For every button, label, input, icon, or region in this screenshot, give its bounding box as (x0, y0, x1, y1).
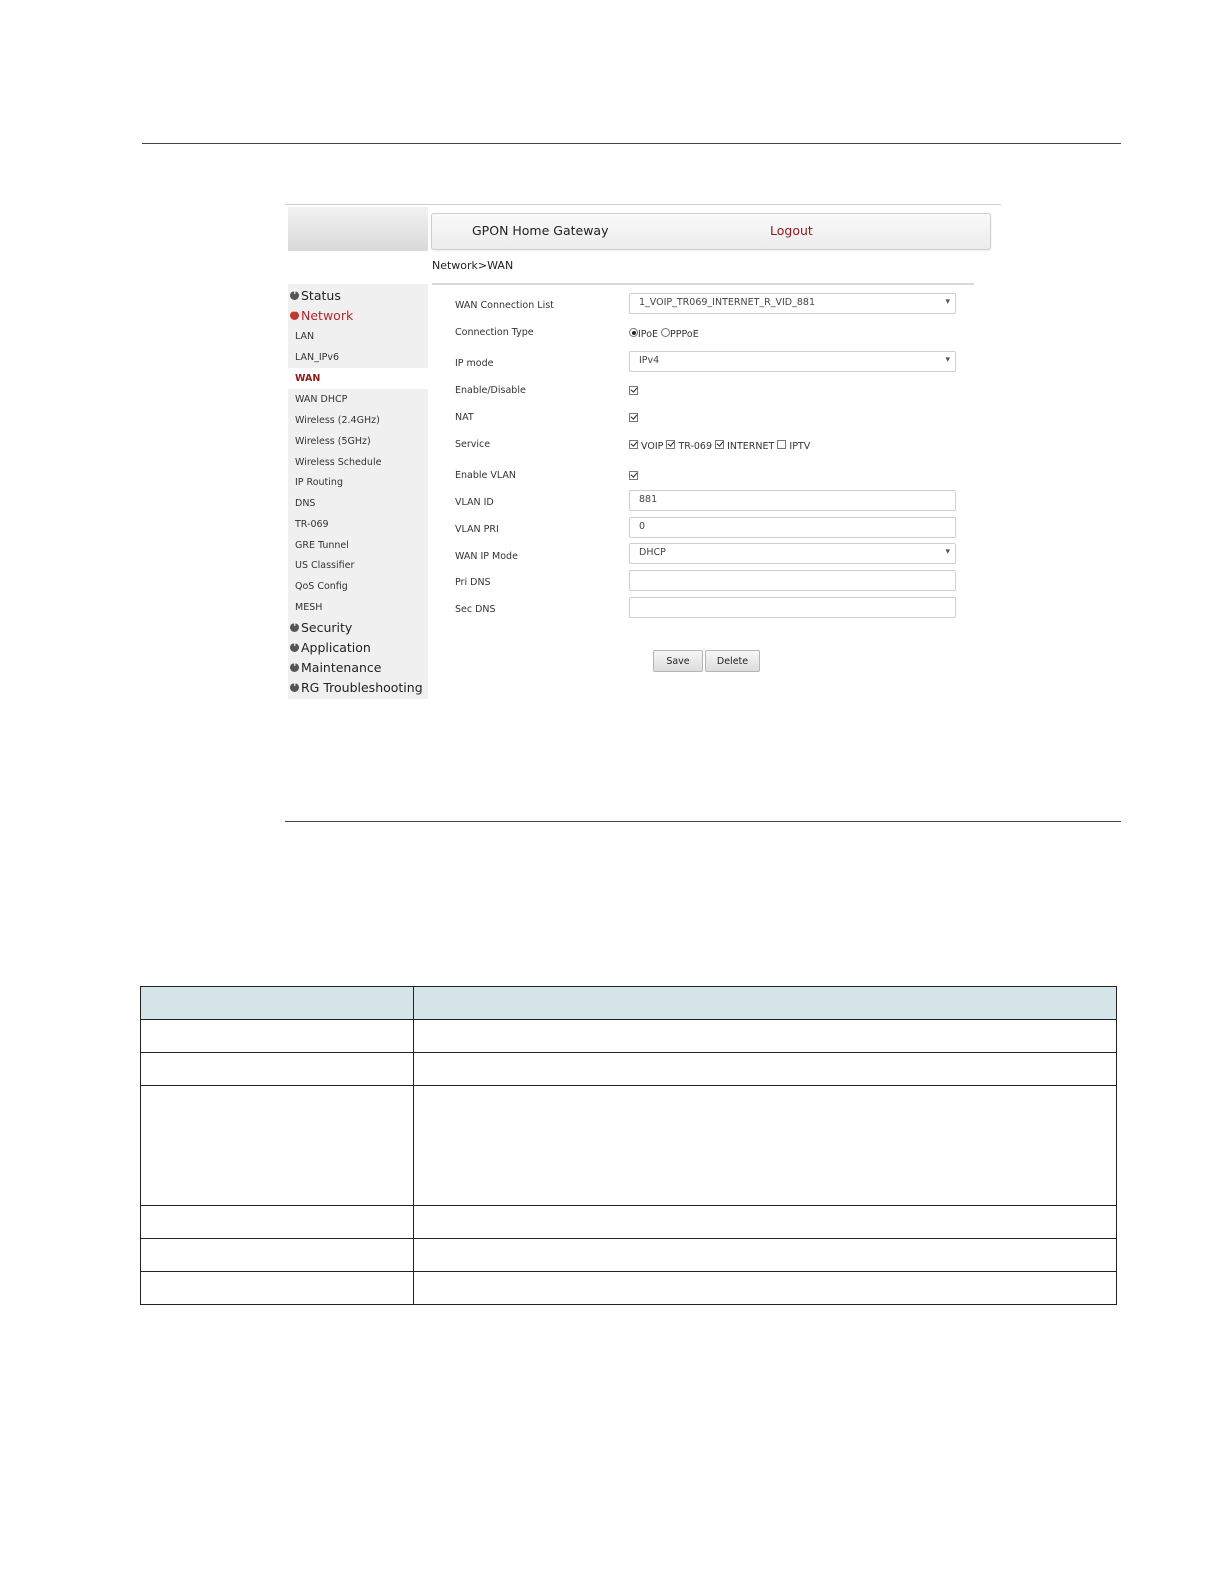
enable-vlan-wrap (629, 471, 638, 483)
screenshot-top-border (285, 204, 1001, 205)
enable-disable-wrap (629, 386, 638, 398)
table-header-row (141, 987, 1117, 1020)
table-row (141, 1272, 1117, 1305)
tr069-checkbox[interactable] (666, 440, 675, 449)
nat-checkbox[interactable] (629, 413, 638, 422)
table-row (141, 1239, 1117, 1272)
sidebar-item-wireless-24[interactable]: Wireless (2.4GHz) (295, 415, 380, 426)
nat-wrap (629, 413, 638, 425)
connection-type-group (629, 328, 699, 340)
voip-label: VOIP (641, 441, 664, 452)
description-table (140, 986, 1117, 1305)
vlan-pri-value: 0 (639, 521, 646, 532)
iptv-label: IPTV (789, 441, 811, 452)
table-cell (141, 1053, 414, 1086)
enable-vlan-label: Enable VLAN (455, 470, 516, 481)
nat-label: NAT (455, 412, 474, 423)
vlan-id-value: 881 (639, 494, 658, 505)
menu-group-rg-troubleshooting-label: RG Troubleshooting (301, 680, 423, 695)
delete-button[interactable]: Delete (705, 650, 760, 672)
top-rule (142, 143, 1121, 144)
sec-dns-input[interactable] (629, 597, 956, 618)
vlan-pri-input[interactable] (629, 517, 956, 538)
enable-vlan-checkbox[interactable] (629, 471, 638, 480)
table-cell (414, 1020, 1117, 1053)
table-cell (141, 1239, 414, 1272)
table-header-cell (414, 987, 1117, 1020)
expand-icon (290, 623, 299, 632)
service-group (629, 440, 810, 452)
save-button[interactable]: Save (653, 650, 703, 672)
sidebar-item-wireless-schedule[interactable]: Wireless Schedule (295, 457, 382, 468)
expand-icon (290, 683, 299, 692)
wan-connection-list-label: WAN Connection List (455, 300, 554, 311)
tr069-label: TR-069 (678, 441, 713, 452)
bottom-rule (285, 821, 1121, 822)
ip-mode-value: IPv4 (639, 355, 660, 366)
pppoe-radio[interactable] (661, 328, 670, 337)
table-cell (414, 1086, 1117, 1206)
sidebar-item-lan-ipv6[interactable]: LAN_IPv6 (295, 352, 340, 363)
logout-link[interactable]: Logout (770, 223, 813, 238)
table-cell (141, 1020, 414, 1053)
menu-group-status[interactable] (290, 288, 341, 303)
menu-group-network-label: Network (301, 308, 354, 323)
pri-dns-input[interactable] (629, 570, 956, 591)
collapse-icon (290, 311, 299, 320)
pri-dns-label: Pri DNS (455, 577, 491, 588)
voip-checkbox[interactable] (629, 440, 638, 449)
internet-label: INTERNET (727, 441, 775, 452)
wan-ip-mode-label: WAN IP Mode (455, 551, 518, 562)
sidebar-item-tr069[interactable]: TR-069 (295, 519, 329, 530)
menu-group-security-label: Security (301, 620, 353, 635)
table-cell (414, 1272, 1117, 1305)
menu-group-security[interactable] (290, 620, 352, 635)
table-header-cell (141, 987, 414, 1020)
menu-group-application-label: Application (301, 640, 371, 655)
vlan-id-label: VLAN ID (455, 497, 494, 508)
connection-type-label: Connection Type (455, 327, 534, 338)
table-cell (414, 1239, 1117, 1272)
sidebar-item-dns[interactable]: DNS (295, 498, 316, 509)
ip-mode-label: IP mode (455, 358, 494, 369)
table-cell (141, 1206, 414, 1239)
sec-dns-label: Sec DNS (455, 604, 496, 615)
vlan-pri-label: VLAN PRI (455, 524, 499, 535)
wan-connection-list-select[interactable] (629, 293, 956, 314)
router-screenshot (285, 204, 1001, 699)
internet-checkbox[interactable] (715, 440, 724, 449)
breadcrumb-divider (432, 283, 974, 285)
sidebar-item-lan[interactable]: LAN (295, 331, 315, 342)
sidebar (288, 284, 428, 699)
menu-group-maintenance-label: Maintenance (301, 660, 382, 675)
gateway-title: GPON Home Gateway (472, 223, 609, 238)
enable-disable-label: Enable/Disable (455, 385, 526, 396)
ip-mode-select[interactable] (629, 351, 956, 372)
ipoe-label: IPoE (638, 329, 659, 340)
sidebar-item-wan[interactable]: WAN (295, 373, 321, 384)
breadcrumb: Network>WAN (432, 259, 514, 272)
enable-disable-checkbox[interactable] (629, 386, 638, 395)
sidebar-item-wireless-5[interactable]: Wireless (5GHz) (295, 436, 371, 447)
table-cell (414, 1053, 1117, 1086)
menu-group-rg-troubleshooting[interactable] (290, 680, 423, 695)
table-row (141, 1020, 1117, 1053)
sidebar-item-us-classifier[interactable]: US Classifier (295, 560, 355, 571)
sidebar-item-mesh[interactable]: MESH (295, 602, 323, 613)
pppoe-label: PPPoE (670, 329, 699, 340)
ipoe-radio[interactable] (629, 328, 638, 337)
table-cell (141, 1086, 414, 1206)
wan-ip-mode-select[interactable] (629, 543, 956, 564)
vlan-id-input[interactable] (629, 490, 956, 511)
menu-group-maintenance[interactable] (290, 660, 382, 675)
table-row (141, 1086, 1117, 1206)
sidebar-header (288, 207, 428, 251)
service-label: Service (455, 439, 491, 450)
table-row (141, 1206, 1117, 1239)
wan-connection-list-value: 1_VOIP_TR069_INTERNET_R_VID_881 (639, 297, 815, 308)
menu-group-status-label: Status (301, 288, 341, 303)
sidebar-item-ip-routing[interactable]: IP Routing (295, 477, 343, 488)
iptv-checkbox[interactable] (777, 440, 786, 449)
expand-icon (290, 291, 299, 300)
wan-ip-mode-value: DHCP (639, 547, 666, 558)
table-cell (141, 1272, 414, 1305)
expand-icon (290, 663, 299, 672)
expand-icon (290, 643, 299, 652)
sidebar-item-gre-tunnel[interactable]: GRE Tunnel (295, 540, 349, 551)
menu-group-network[interactable] (290, 308, 353, 323)
table-cell (414, 1206, 1117, 1239)
table-row (141, 1053, 1117, 1086)
header-bar (431, 213, 991, 250)
menu-group-application[interactable] (290, 640, 371, 655)
sidebar-item-wan-dhcp[interactable]: WAN DHCP (295, 394, 348, 405)
sidebar-item-qos-config[interactable]: QoS Config (295, 581, 348, 592)
